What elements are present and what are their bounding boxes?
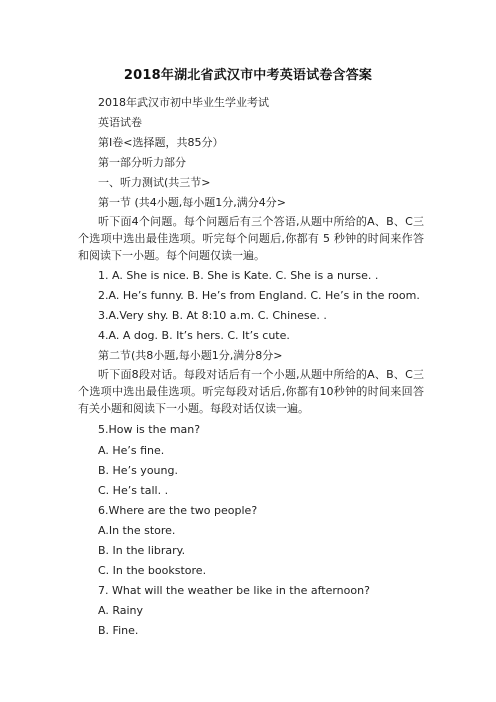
paper-subject: 英语试卷 [98,116,142,129]
exam-name: 2018年武汉市初中毕业生学业考试 [98,96,269,109]
question-4: 4.A. A dog. B. It’s hers. C. It’s cute. [98,329,290,342]
question-2: 2.A. He’s funny. B. He’s from England. C. He’s in the room. [98,289,420,302]
subsection-1-heading: 第一节 (共4小题,每小题1分,满分4分> [98,196,286,209]
question-6-option-c: C. In the bookstore. [98,564,207,577]
question-5-option-b: B. He’s young. [98,464,178,477]
subsection-2-heading: 第二节(共8小题,每小题1分,满分8分> [98,349,283,362]
question-5-option-c: C. He’s tall. . [98,484,169,497]
document-title: 2018年湖北省武汉市中考英语试卷含答案 [123,68,373,83]
question-5-option-a: A. He’s fine. [98,444,165,457]
part-heading: 第一部分听力部分 [98,156,186,169]
question-6-option-a: A.In the store. [98,524,176,537]
question-7-option-b: B. Fine. [98,624,139,637]
question-5: 5.How is the man? [98,423,201,436]
question-6-option-b: B. In the library. [98,544,186,557]
section-heading: 一、听力测试(共三节> [98,176,211,189]
instructions-1: 听下面4个问题。每个问题后有三个答语,从题中所给的A、B、C三个选项中选出最佳选项。听完每个问题后,你都有 5 秒钟的时间来作答和阅读下一小题。每个问题仅读一遍。 [78,215,424,262]
question-3: 3.A.Very shy. B. At 8:10 a.m. C. Chinese. . [98,309,327,322]
instructions-2: 听下面8段对话。每段对话后有一个小题,从题中所给的A、B、C三个选项中选出最佳选项。听完每段对话后,你都有10秒钟的时间来回答有关小题和阅读下一小题。每段对话仅读一遍。 [78,368,424,415]
question-7-option-a: A. Rainy [98,604,144,617]
question-6: 6.Where are the two people? [98,504,258,517]
volume-heading: 第Ⅰ卷<选择题，共85分） [98,136,224,149]
question-1: 1. A. She is nice. B. She is Kate. C. She is a nurse. . [98,269,379,282]
question-7: 7. What will the weather be like in the afternoon? [98,584,370,597]
